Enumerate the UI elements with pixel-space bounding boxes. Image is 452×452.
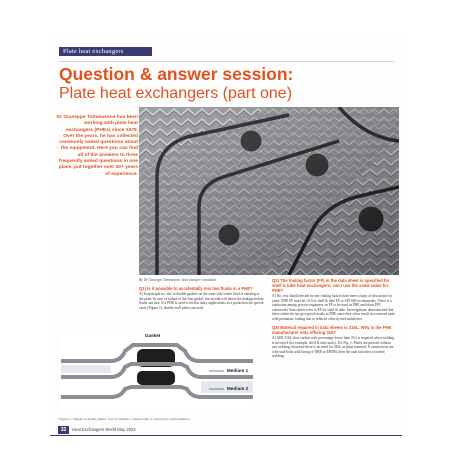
section-tag: Plate heat exchangers bbox=[59, 47, 152, 56]
medium-2-label: Medium 2 bbox=[227, 386, 249, 391]
question-1: Q1) Is it possible to accidentally mix two fluids in a PHE? bbox=[139, 286, 253, 291]
medium-1-label: Medium 1 bbox=[227, 368, 249, 373]
question-2: Q2) The fouling factor (FF) in the data sheet is specified for shell & tube heat exchangers; can I use the same value for PHE? bbox=[272, 278, 390, 294]
column-right bbox=[272, 278, 396, 363]
article-sheet bbox=[50, 35, 402, 436]
gasket-diagram bbox=[59, 331, 255, 415]
question-3: Q3) Material required in data sheets is 316L. Why is the PHE manufacturer only offering 316? bbox=[272, 325, 392, 336]
plate-photo-illustration bbox=[139, 107, 399, 275]
headline: Question & answer session: bbox=[59, 64, 294, 84]
header-rule bbox=[59, 61, 394, 62]
gasket-label: Gasket bbox=[145, 333, 161, 338]
answer-3: A) AISI 316L (low carbon with percentage lower than 3%) is required when welding is involved (for example, shell & tube units). For Fig. 1, Plates are pressed without any welding, therefore there is no need for 316L as plate material. If connections are with stud bolts with lining or NBR or EPDM, then the total unit does not need welding. bbox=[272, 336, 395, 359]
page-number: 32 bbox=[58, 426, 69, 434]
figure-caption: Figure 1. Thanks to double plates, even if medium 1 should leak, it cannot mix with medium 2 bbox=[59, 417, 191, 421]
answer-1: A) In principle no, due to double gaskets on the outer side where fluid is entering to the plate. In case of failure of the first gasket, the second will detect the leakage before fluids can mix. If a PHE is used to feed in dairy applications as a protection for special cases (Figure 1), double-wall plates are used. bbox=[139, 292, 264, 310]
intro-text: Dr Giuseppe Tommasone has been working with plate heat exchangers (PHEs) since 1979. Over the years, he has collected commonly asked questions about the equipment. Here you can find all of the answers to three frequently asked questions in one place, put together over 40+ years of experience. bbox=[56, 115, 138, 177]
byline: By Dr Giuseppe Tommasone, heat transfer consultant bbox=[139, 278, 217, 282]
footer-rule bbox=[50, 435, 402, 436]
gasket-diagram-drawing bbox=[59, 331, 255, 415]
column-left bbox=[139, 286, 264, 314]
subheadline: Plate heat exchangers (part one) bbox=[59, 85, 293, 102]
page-footer bbox=[50, 424, 402, 436]
answer-2: A) No, you should decide by any fouling factors have been a topic of discussion for years. PHE FF must be 1/10 of shell & tube FF or API 660 recommends. There is a confusion among process engineers on FF to be used in PHE and often EPC contractors' data sheets refer to FF for shell & tube. Investigations demonstrated that these values do not give good results in PHE since they often result in oversized units with premature fouling due to reduced velocity and turbulence. bbox=[272, 294, 396, 321]
plate-photo bbox=[139, 107, 399, 275]
publication-name: Heat Exchangers World May 2022 bbox=[72, 427, 136, 432]
